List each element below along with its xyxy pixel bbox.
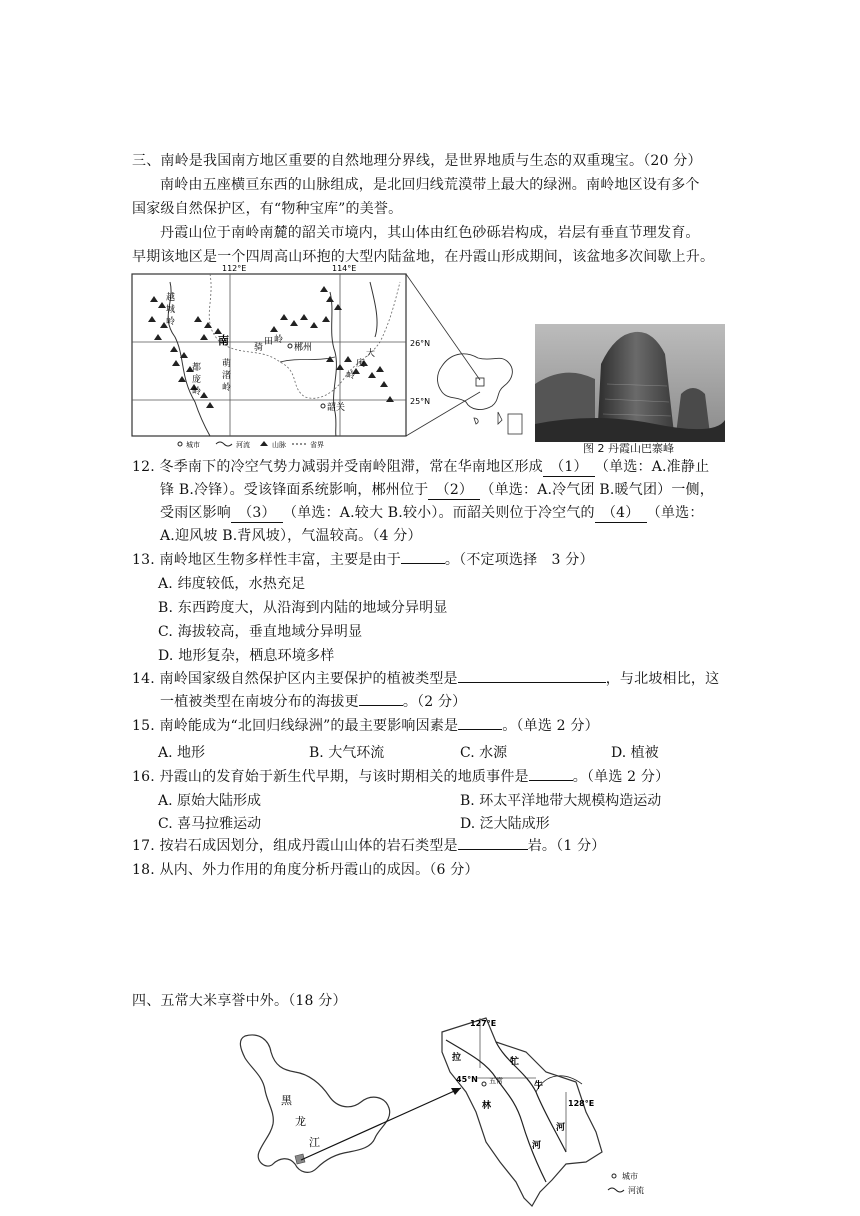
q16-stem bbox=[132, 766, 669, 786]
q12-text-1: 12. 冬季南下的冷空气势力减弱并受南岭阻滞，常在华南地区形成 bbox=[132, 459, 543, 475]
q13-option-d[interactable]: D. 地形复杂，栖息环境多样 bbox=[158, 648, 335, 664]
q16-option-a[interactable]: A. 原始大陆形成 bbox=[158, 793, 262, 809]
river-east bbox=[370, 282, 377, 337]
label-zhu: 渚 bbox=[222, 371, 232, 381]
south-china-sea-inset bbox=[508, 414, 522, 434]
legend-river-symbol bbox=[608, 1188, 624, 1192]
wuchang-map bbox=[436, 1012, 666, 1212]
label-ling5: 岭 bbox=[346, 371, 356, 381]
q12-line4: A.迎风坡 B.背风坡），气温较高。（4 分） bbox=[160, 528, 422, 544]
q16-option-d[interactable]: D. 泛大陆成形 bbox=[460, 816, 550, 832]
label-meng: 萌 bbox=[222, 359, 232, 369]
q17 bbox=[132, 835, 605, 855]
label-ling4: 岭 bbox=[274, 335, 284, 345]
legend-city-label: 城市 bbox=[622, 1172, 638, 1181]
q14-text-3: 一植被类型在南坡分布的海拔更 bbox=[160, 694, 359, 710]
section4-heading: 四、五常大米享誉中外。（18 分） bbox=[132, 993, 347, 1009]
label-da: 大 bbox=[366, 349, 376, 359]
q12-text-5: 受雨区影响 bbox=[160, 505, 231, 521]
q12-blank-2[interactable]: （2） bbox=[428, 479, 480, 500]
q14-blank-2[interactable] bbox=[359, 705, 403, 706]
label-yue: 越 bbox=[166, 293, 176, 303]
lat-26-label: 26°N bbox=[410, 339, 431, 348]
lon-128-label: 128°E bbox=[568, 1099, 595, 1108]
q15-stem-text: 15. 南岭能成为“北回归线绿洲”的最主要影响因素是 bbox=[132, 718, 459, 734]
province-char-1: 黑 bbox=[281, 1094, 292, 1107]
city-wuchang-label: 五常 bbox=[489, 1077, 503, 1085]
q14-text-4: 。（2 分） bbox=[402, 694, 467, 710]
q14-line1 bbox=[132, 668, 719, 688]
q16-blank[interactable] bbox=[529, 780, 573, 781]
label-ling2: 岭 bbox=[222, 383, 232, 393]
q12-blank-1[interactable]: （1） bbox=[543, 456, 595, 477]
q17-text-2: 岩。（1 分） bbox=[527, 838, 606, 854]
heilongjiang-outline bbox=[240, 1035, 389, 1172]
q15-option-c[interactable]: C. 水源 bbox=[460, 745, 508, 761]
province-border bbox=[209, 274, 400, 398]
section3-paragraph2-cont: 早期该地区是一个四周高山环抱的大型内陆盆地，在丹霞山形成期间，该盆地多次间歇上升。 bbox=[132, 249, 715, 265]
q12-blank-4[interactable]: （4） bbox=[595, 502, 647, 523]
province-char-2: 龙 bbox=[295, 1115, 306, 1128]
label-ling1: 岭 bbox=[166, 317, 176, 327]
section3-paragraph2: 丹霞山位于南岭南麓的韶关市境内，其山体由红色砂砾岩构成，岩层有垂直节理发育。 bbox=[160, 225, 700, 241]
q17-text-1: 17. 按岩石成因划分，组成丹霞山山体的岩石类型是 bbox=[132, 838, 458, 854]
label-chenzhou: 郴州 bbox=[294, 343, 313, 353]
q13-option-c[interactable]: C. 海拔较高，垂直地域分异明显 bbox=[158, 624, 363, 640]
q14-text-2: ，与北坡相比，这 bbox=[605, 671, 720, 687]
mountain-symbols bbox=[148, 286, 394, 408]
river-beijiang bbox=[330, 292, 336, 436]
q15-option-d[interactable]: D. 植被 bbox=[611, 745, 659, 761]
wuchang-outline bbox=[442, 1018, 602, 1206]
legend-mountain: 山脉 bbox=[272, 441, 286, 449]
label-shaoguan: 韶关 bbox=[327, 403, 346, 413]
q13-blank[interactable] bbox=[401, 563, 445, 564]
river-char-he: 河 bbox=[556, 1123, 566, 1133]
label-du: 都 bbox=[192, 363, 202, 373]
q14-blank-1[interactable] bbox=[458, 682, 606, 683]
q12-text-3: 锋 B.冷锋）。受该锋面系统影响，郴州位于 bbox=[160, 482, 429, 498]
lon-114-label: 114°E bbox=[332, 264, 357, 273]
section3-paragraph1-cont: 国家级自然保护区，有“物种宝库”的美誉。 bbox=[132, 201, 403, 217]
q12-blank-3[interactable]: （3） bbox=[231, 502, 283, 523]
q12-text-2: （单选：A.准静止 bbox=[594, 459, 710, 475]
q13-stem-suffix: 。（不定项选择 3 分） bbox=[444, 552, 594, 568]
label-nan: 南 bbox=[218, 334, 229, 347]
photo-caption: 图 2 丹霞山巴寨峰 bbox=[583, 442, 674, 455]
q12-text-7: （单选： bbox=[646, 505, 704, 521]
q16-option-c[interactable]: C. 喜马拉雅运动 bbox=[158, 816, 262, 832]
q12-line1 bbox=[132, 456, 709, 477]
lat-25-label: 25°N bbox=[410, 397, 431, 406]
province-char-3: 江 bbox=[309, 1136, 320, 1149]
river-char-la: 拉 bbox=[452, 1053, 462, 1063]
lon-112-label: 112°E bbox=[222, 264, 247, 273]
q15-blank[interactable] bbox=[458, 729, 502, 730]
q15-stem-suffix: 。（单选 2 分） bbox=[502, 718, 599, 734]
q13-option-b[interactable]: B. 东西跨度大，从沿海到内陆的地域分异明显 bbox=[158, 600, 448, 616]
label-pang: 庞 bbox=[192, 375, 202, 385]
section3-heading: 三、南岭是我国南方地区重要的自然地理分界线，是世界地质与生态的双重瑰宝。（20 分） bbox=[132, 153, 702, 169]
danxia-photo bbox=[535, 324, 725, 442]
q13-stem bbox=[132, 549, 594, 569]
q12-line3 bbox=[160, 502, 704, 523]
q12-line2 bbox=[160, 479, 714, 500]
river-char-mang: 牤 bbox=[510, 1057, 520, 1067]
river-char-niu: 牛 bbox=[534, 1081, 544, 1091]
china-inset-highlight bbox=[476, 378, 484, 386]
q18: 18. 从内、外力作用的角度分析丹霞山的成因。（6 分） bbox=[132, 862, 479, 878]
river-char-lin: 林 bbox=[482, 1101, 492, 1111]
lon-127-label: 127°E bbox=[470, 1019, 497, 1028]
q14-line2 bbox=[160, 691, 466, 711]
map1-legend bbox=[178, 440, 324, 449]
q17-blank[interactable] bbox=[458, 849, 528, 850]
q13-stem-text: 13. 南岭地区生物多样性丰富，主要是由于 bbox=[132, 552, 401, 568]
legend-border: 省界 bbox=[310, 441, 324, 449]
label-qi: 骑 bbox=[254, 343, 264, 353]
legend-city: 城市 bbox=[186, 441, 200, 449]
river-char-he-2: 河 bbox=[532, 1141, 542, 1151]
label-ling3: 岭 bbox=[192, 387, 202, 397]
label-cheng: 城 bbox=[166, 305, 176, 315]
q12-text-4: （单选：A.冷气团 B.暖气团）一侧， bbox=[480, 482, 714, 498]
city-shaoguan-marker bbox=[321, 404, 325, 408]
q13-option-a[interactable]: A. 纬度较低，水热充足 bbox=[158, 576, 306, 592]
label-tian: 田 bbox=[264, 337, 274, 347]
label-yu: 庚 bbox=[356, 359, 366, 369]
legend-river-label: 河流 bbox=[628, 1186, 644, 1195]
legend-city-marker bbox=[612, 1174, 616, 1178]
q15-stem bbox=[132, 715, 599, 735]
section3-paragraph1: 南岭由五座横亘东西的山脉组成，是北回归线荒漠带上最大的绿洲。南岭地区设有多个 bbox=[160, 177, 700, 193]
taiwan-outline bbox=[498, 412, 502, 424]
q15-option-a[interactable]: A. 地形 bbox=[158, 745, 206, 761]
china-inset-outline bbox=[438, 354, 513, 410]
q12-text-6: （单选：A.较大 B.较小）。而韶关则位于冷空气的 bbox=[283, 505, 595, 521]
q16-stem-text: 16. 丹霞山的发育始于新生代早期，与该时期相关的地质事件是 bbox=[132, 769, 529, 785]
city-chenzhou-marker bbox=[288, 344, 292, 348]
q16-option-b[interactable]: B. 环太平洋地带大规模构造运动 bbox=[460, 793, 662, 809]
legend-river: 河流 bbox=[236, 441, 250, 449]
hainan-outline bbox=[474, 418, 478, 424]
q14-text-1: 14. 南岭国家级自然保护区内主要保护的植被类型是 bbox=[132, 671, 458, 687]
lat-45-label: 45°N bbox=[456, 1075, 478, 1084]
q15-option-b[interactable]: B. 大气环流 bbox=[309, 745, 385, 761]
q16-stem-suffix: 。（单选 2 分） bbox=[572, 769, 670, 785]
